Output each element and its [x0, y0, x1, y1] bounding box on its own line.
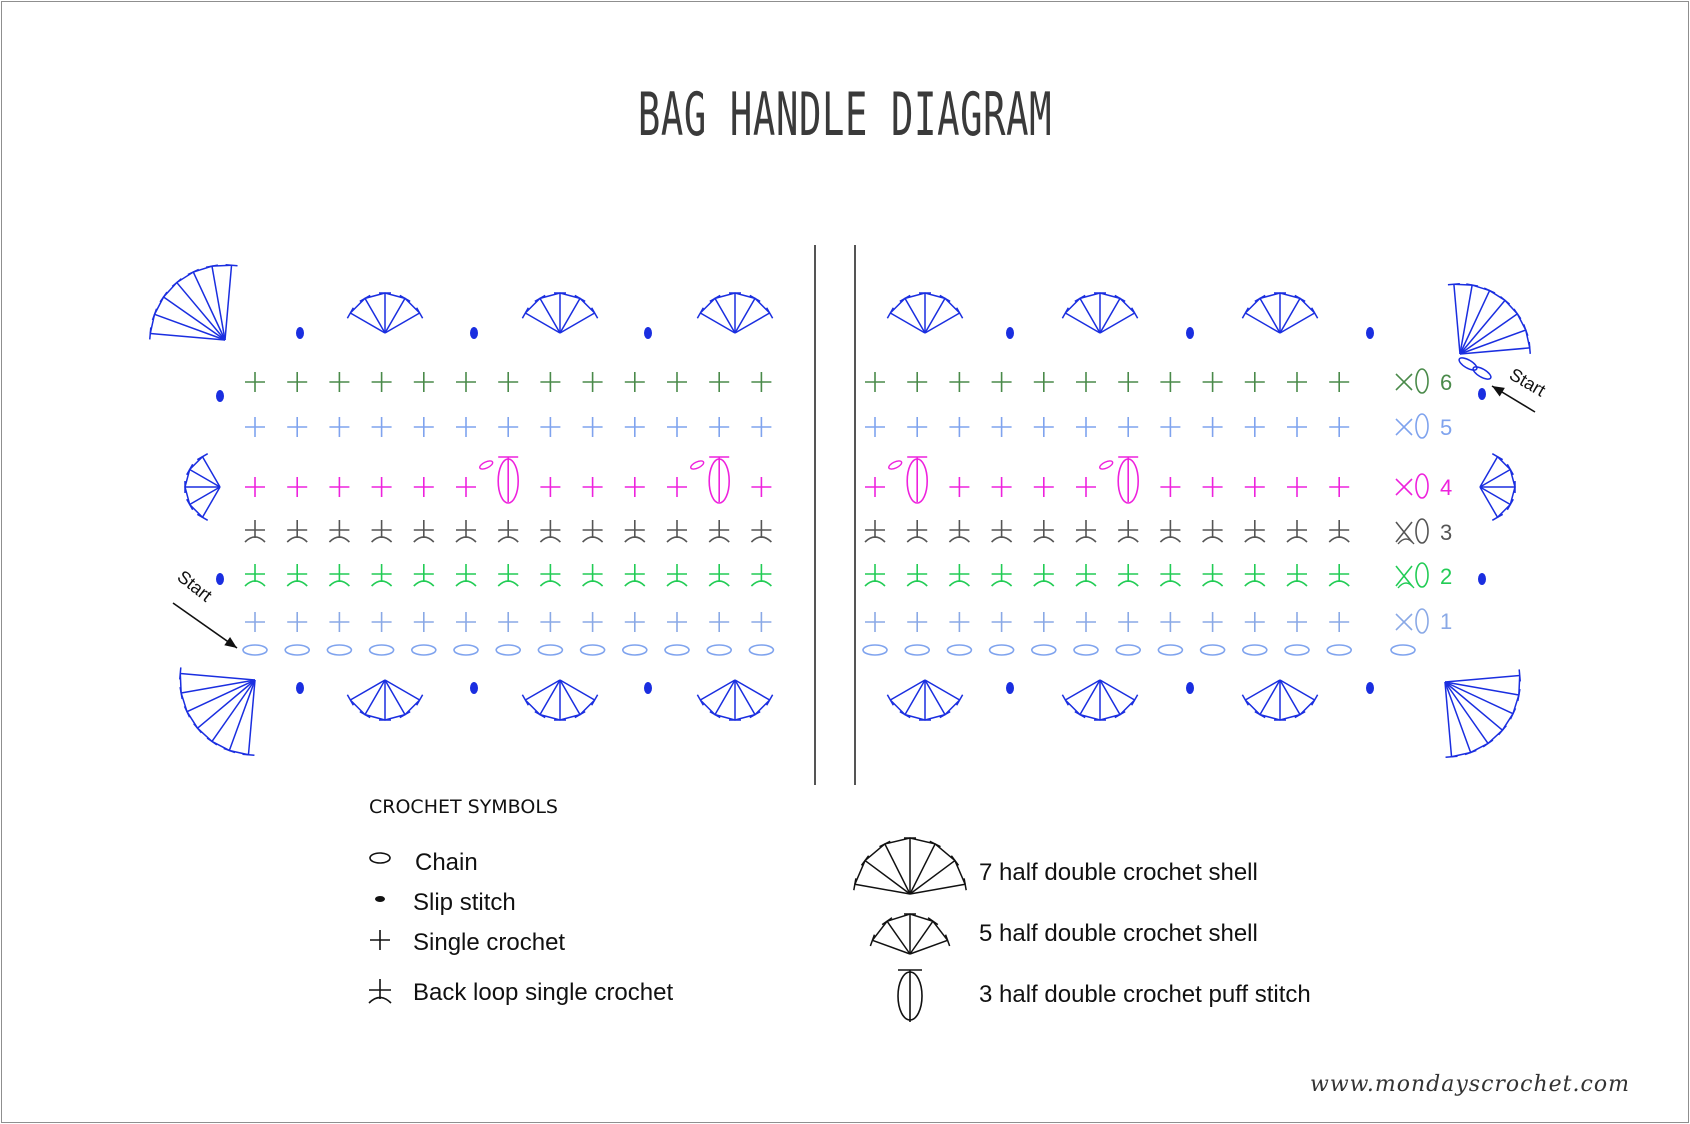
back-loop-single-crochet-stitch	[1245, 564, 1265, 586]
single-crochet-stitch	[709, 372, 729, 392]
slip-stitch	[1006, 327, 1014, 339]
chain-stitch	[990, 645, 1014, 655]
single-crochet-stitch	[865, 477, 885, 497]
legend-label-puff-stitch: 3 half double crochet puff stitch	[979, 981, 1311, 1008]
single-crochet-stitch	[907, 372, 927, 392]
single-crochet-stitch	[1160, 372, 1180, 392]
row-labels	[173, 364, 1549, 648]
chain-stitch	[947, 645, 971, 655]
row-number-4: 4	[1440, 475, 1453, 500]
bottom-shell	[522, 680, 597, 720]
single-crochet-stitch	[1160, 477, 1180, 497]
puff-stitch	[479, 457, 519, 503]
single-crochet-stitch	[540, 612, 560, 632]
single-crochet-stitch	[1245, 612, 1265, 632]
row-number-2: 2	[1440, 564, 1453, 589]
single-crochet-stitch	[540, 372, 560, 392]
start-arrowhead	[224, 637, 237, 648]
slip-stitch	[216, 573, 224, 585]
single-crochet-stitch	[1329, 477, 1349, 497]
single-crochet-stitch	[287, 477, 307, 497]
back-loop-single-crochet-stitch	[667, 564, 687, 586]
slip-stitch	[1006, 682, 1014, 694]
chain-stitch	[285, 645, 309, 655]
single-crochet-stitch	[949, 372, 969, 392]
single-crochet-stitch	[245, 477, 265, 497]
single-crochet-stitch	[245, 372, 265, 392]
back-loop-single-crochet-stitch	[625, 520, 645, 542]
chain-stitch	[1116, 645, 1140, 655]
chain-stitch	[370, 645, 394, 655]
single-crochet-stitch	[245, 612, 265, 632]
top-shell	[1062, 293, 1137, 333]
slip-stitch	[296, 682, 304, 694]
top-shell	[1242, 293, 1317, 333]
single-crochet-stitch	[667, 417, 687, 437]
single-crochet-stitch	[370, 930, 390, 950]
slip-stitch	[1478, 573, 1486, 585]
back-loop-single-crochet-stitch	[907, 520, 927, 542]
legend-five-hdc-shell	[870, 914, 949, 954]
legend-puff-stitch	[898, 970, 922, 1022]
row-number-1: 1	[1440, 609, 1453, 634]
bottom-shell	[1242, 680, 1317, 720]
back-loop-single-crochet-stitch	[1160, 564, 1180, 586]
chain-stitch	[538, 645, 562, 655]
chain-stitch	[1032, 645, 1056, 655]
back-loop-single-crochet-stitch	[1118, 564, 1138, 586]
chain-stitch	[370, 853, 390, 863]
shell-border	[150, 265, 1530, 757]
back-loop-single-crochet-stitch	[329, 564, 349, 586]
back-loop-single-crochet-stitch	[1203, 564, 1223, 586]
single-crochet-stitch	[949, 612, 969, 632]
chain-stitch	[905, 645, 929, 655]
back-loop-single-crochet-stitch	[414, 564, 434, 586]
turning-chain-row-6	[1396, 369, 1428, 393]
single-crochet-stitch	[329, 372, 349, 392]
single-crochet-stitch	[625, 612, 645, 632]
back-loop-single-crochet-stitch	[1160, 520, 1180, 542]
single-crochet-stitch	[1245, 477, 1265, 497]
single-crochet-stitch	[372, 477, 392, 497]
slip-stitch	[216, 390, 224, 402]
chain-stitch	[412, 645, 436, 655]
break-lines	[815, 245, 855, 785]
back-loop-single-crochet-stitch	[540, 520, 560, 542]
slip-stitch	[1186, 327, 1194, 339]
single-crochet-stitch	[540, 477, 560, 497]
legend-label-slip-stitch: Slip stitch	[413, 889, 516, 916]
back-loop-single-crochet-stitch	[1203, 520, 1223, 542]
single-crochet-stitch	[329, 477, 349, 497]
single-crochet-stitch	[1203, 612, 1223, 632]
back-loop-single-crochet-stitch	[498, 564, 518, 586]
back-loop-single-crochet-stitch	[245, 564, 265, 586]
chain-stitch	[1201, 645, 1225, 655]
back-loop-single-crochet-stitch	[456, 520, 476, 542]
legend-label-5hdc-shell: 5 half double crochet shell	[979, 920, 1258, 947]
legend-seven-hdc-shell	[854, 838, 966, 894]
back-loop-single-crochet-stitch	[329, 520, 349, 542]
side-shell-right	[1480, 454, 1515, 521]
single-crochet-stitch	[583, 612, 603, 632]
back-loop-single-crochet-stitch	[540, 564, 560, 586]
chain-stitch	[496, 645, 520, 655]
back-loop-single-crochet-stitch	[865, 520, 885, 542]
single-crochet-stitch	[1160, 417, 1180, 437]
top-shell	[887, 293, 962, 333]
single-crochet-stitch	[414, 372, 434, 392]
single-crochet-stitch	[865, 612, 885, 632]
puff-stitch	[888, 457, 928, 503]
single-crochet-stitch	[625, 477, 645, 497]
back-loop-single-crochet-stitch	[949, 564, 969, 586]
corner-shell-bottom-right	[1445, 669, 1520, 757]
chain-stitch	[243, 645, 267, 655]
single-crochet-stitch	[456, 612, 476, 632]
single-crochet-stitch	[1034, 372, 1054, 392]
slip-stitch	[644, 682, 652, 694]
back-loop-single-crochet-stitch	[907, 564, 927, 586]
turning-chain-row-2	[1396, 563, 1428, 588]
back-loop-single-crochet-stitch	[751, 564, 771, 586]
back-loop-single-crochet-stitch	[583, 564, 603, 586]
single-crochet-stitch	[865, 372, 885, 392]
single-crochet-stitch	[1203, 417, 1223, 437]
single-crochet-stitch	[583, 477, 603, 497]
single-crochet-stitch	[1329, 372, 1349, 392]
chain-stitch	[1158, 645, 1182, 655]
slip-stitch	[1478, 388, 1486, 400]
single-crochet-stitch	[1329, 612, 1349, 632]
bottom-shell	[347, 680, 422, 720]
legend-heading: CROCHET SYMBOLS	[369, 796, 558, 818]
bottom-shell	[697, 680, 772, 720]
back-loop-single-crochet-stitch	[583, 520, 603, 542]
single-crochet-stitch	[907, 612, 927, 632]
back-loop-single-crochet-stitch	[1245, 520, 1265, 542]
single-crochet-stitch	[583, 372, 603, 392]
back-loop-single-crochet-stitch	[1076, 564, 1096, 586]
single-crochet-stitch	[329, 417, 349, 437]
turning-chain-row-1	[1396, 609, 1428, 633]
single-crochet-stitch	[1287, 612, 1307, 632]
back-loop-single-crochet-stitch	[1329, 564, 1349, 586]
single-crochet-stitch	[625, 372, 645, 392]
single-crochet-stitch	[1287, 477, 1307, 497]
top-shell	[347, 293, 422, 333]
slip-stitch	[296, 327, 304, 339]
single-crochet-stitch	[498, 372, 518, 392]
single-crochet-stitch	[751, 477, 771, 497]
single-crochet-stitch	[709, 417, 729, 437]
chain-stitch	[749, 645, 773, 655]
single-crochet-stitch	[414, 417, 434, 437]
single-crochet-stitch	[583, 417, 603, 437]
chain-stitch	[1327, 645, 1351, 655]
legend-label-single-crochet: Single crochet	[413, 929, 566, 956]
turning-chain-row-4	[1396, 474, 1428, 498]
single-crochet-stitch	[1245, 372, 1265, 392]
single-crochet-stitch	[1118, 372, 1138, 392]
row-number-6: 6	[1440, 370, 1453, 395]
single-crochet-stitch	[865, 417, 885, 437]
back-loop-single-crochet-stitch	[372, 564, 392, 586]
turning-chain-row-3	[1396, 519, 1428, 544]
back-loop-single-crochet-stitch	[1076, 520, 1096, 542]
single-crochet-stitch	[287, 417, 307, 437]
single-crochet-stitch	[1076, 372, 1096, 392]
start-label: Start	[1506, 364, 1549, 401]
single-crochet-stitch	[456, 417, 476, 437]
back-loop-single-crochet-stitch	[414, 520, 434, 542]
stitch-grid	[243, 369, 1428, 655]
single-crochet-stitch	[1034, 417, 1054, 437]
chain-stitch	[623, 645, 647, 655]
legend-label-chain: Chain	[415, 849, 478, 876]
single-crochet-stitch	[1076, 612, 1096, 632]
single-crochet-stitch	[667, 612, 687, 632]
single-crochet-stitch	[372, 417, 392, 437]
single-crochet-stitch	[667, 477, 687, 497]
single-crochet-stitch	[667, 372, 687, 392]
back-loop-single-crochet-stitch	[1329, 520, 1349, 542]
row-number-5: 5	[1440, 415, 1453, 440]
single-crochet-stitch	[498, 612, 518, 632]
single-crochet-stitch	[1329, 417, 1349, 437]
back-loop-single-crochet-stitch	[1034, 520, 1054, 542]
single-crochet-stitch	[949, 417, 969, 437]
chain-stitch	[665, 645, 689, 655]
legend-label-back-loop-single-crochet: Back loop single crochet	[413, 979, 674, 1006]
back-loop-single-crochet-stitch	[287, 520, 307, 542]
corner-shell-top-left	[150, 265, 238, 340]
single-crochet-stitch	[992, 612, 1012, 632]
start-chain-loop	[1471, 365, 1492, 382]
corner-shell-bottom-left	[180, 667, 255, 755]
side-shell-left	[185, 454, 220, 521]
single-crochet-stitch	[1034, 477, 1054, 497]
single-crochet-stitch	[751, 372, 771, 392]
single-crochet-stitch	[456, 372, 476, 392]
back-loop-single-crochet-stitch	[709, 520, 729, 542]
chain-stitch	[1391, 645, 1415, 655]
single-crochet-stitch	[1287, 372, 1307, 392]
slip-stitch	[470, 682, 478, 694]
single-crochet-stitch	[1203, 477, 1223, 497]
single-crochet-stitch	[949, 477, 969, 497]
single-crochet-stitch	[1160, 612, 1180, 632]
chain-stitch	[707, 645, 731, 655]
back-loop-single-crochet-stitch	[1118, 520, 1138, 542]
single-crochet-stitch	[1203, 372, 1223, 392]
back-loop-single-crochet-stitch	[1034, 564, 1054, 586]
diagram-title: BAG HANDLE DIAGRAM	[637, 80, 1053, 150]
chain-stitch	[1243, 645, 1267, 655]
single-crochet-stitch	[751, 417, 771, 437]
slip-stitch	[470, 327, 478, 339]
top-shell	[697, 293, 772, 333]
single-crochet-stitch	[992, 372, 1012, 392]
single-crochet-stitch	[372, 612, 392, 632]
legend-label-7hdc-shell: 7 half double crochet shell	[979, 859, 1258, 886]
top-shell	[522, 293, 597, 333]
back-loop-single-crochet-stitch	[949, 520, 969, 542]
back-loop-single-crochet-stitch	[287, 564, 307, 586]
back-loop-single-crochet-stitch	[709, 564, 729, 586]
back-loop-single-crochet-stitch	[751, 520, 771, 542]
single-crochet-stitch	[414, 477, 434, 497]
bottom-shell	[887, 680, 962, 720]
slip-stitch	[1366, 682, 1374, 694]
single-crochet-stitch	[992, 477, 1012, 497]
single-crochet-stitch	[1034, 612, 1054, 632]
back-loop-single-crochet-stitch	[992, 520, 1012, 542]
back-loop-single-crochet-stitch	[1287, 564, 1307, 586]
row-number-3: 3	[1440, 520, 1453, 545]
back-loop-single-crochet-stitch	[498, 520, 518, 542]
single-crochet-stitch	[1118, 612, 1138, 632]
turning-chain-row-5	[1396, 414, 1428, 438]
single-crochet-stitch	[1287, 417, 1307, 437]
start-marker	[173, 566, 237, 648]
single-crochet-stitch	[709, 612, 729, 632]
chain-stitch	[863, 645, 887, 655]
single-crochet-stitch	[498, 417, 518, 437]
single-crochet-stitch	[992, 417, 1012, 437]
puff-stitch	[1099, 457, 1139, 503]
single-crochet-stitch	[1076, 417, 1096, 437]
start-label: Start	[173, 566, 216, 606]
slip-stitch	[375, 896, 385, 902]
back-loop-single-crochet-stitch	[865, 564, 885, 586]
chain-stitch	[327, 645, 351, 655]
chain-stitch	[454, 645, 478, 655]
single-crochet-stitch	[287, 612, 307, 632]
single-crochet-stitch	[540, 417, 560, 437]
chain-stitch	[1285, 645, 1309, 655]
single-crochet-stitch	[1118, 417, 1138, 437]
corner-shell-top-right	[1448, 284, 1530, 354]
back-loop-single-crochet-stitch	[992, 564, 1012, 586]
back-loop-single-crochet-stitch	[372, 520, 392, 542]
single-crochet-stitch	[1245, 417, 1265, 437]
slip-stitch	[644, 327, 652, 339]
slip-stitch	[1186, 682, 1194, 694]
back-loop-single-crochet-stitch	[1287, 520, 1307, 542]
chain-stitch	[1074, 645, 1098, 655]
single-crochet-stitch	[625, 417, 645, 437]
single-crochet-stitch	[456, 477, 476, 497]
start-arrowhead	[1492, 386, 1505, 396]
start-marker	[1492, 364, 1549, 412]
start-chain-loop	[1457, 356, 1478, 373]
back-loop-single-crochet-stitch	[667, 520, 687, 542]
back-loop-single-crochet-stitch	[369, 979, 391, 1003]
single-crochet-stitch	[751, 612, 771, 632]
back-loop-single-crochet-stitch	[456, 564, 476, 586]
single-crochet-stitch	[907, 417, 927, 437]
single-crochet-stitch	[1076, 477, 1096, 497]
website-credit: www.mondayscrochet.com	[1310, 1072, 1630, 1097]
back-loop-single-crochet-stitch	[625, 564, 645, 586]
single-crochet-stitch	[329, 612, 349, 632]
chain-stitch	[581, 645, 605, 655]
back-loop-single-crochet-stitch	[245, 520, 265, 542]
single-crochet-stitch	[245, 417, 265, 437]
slip-stitch	[1366, 327, 1374, 339]
single-crochet-stitch	[287, 372, 307, 392]
single-crochet-stitch	[414, 612, 434, 632]
single-crochet-stitch	[372, 372, 392, 392]
puff-stitch	[690, 457, 730, 503]
bottom-shell	[1062, 680, 1137, 720]
